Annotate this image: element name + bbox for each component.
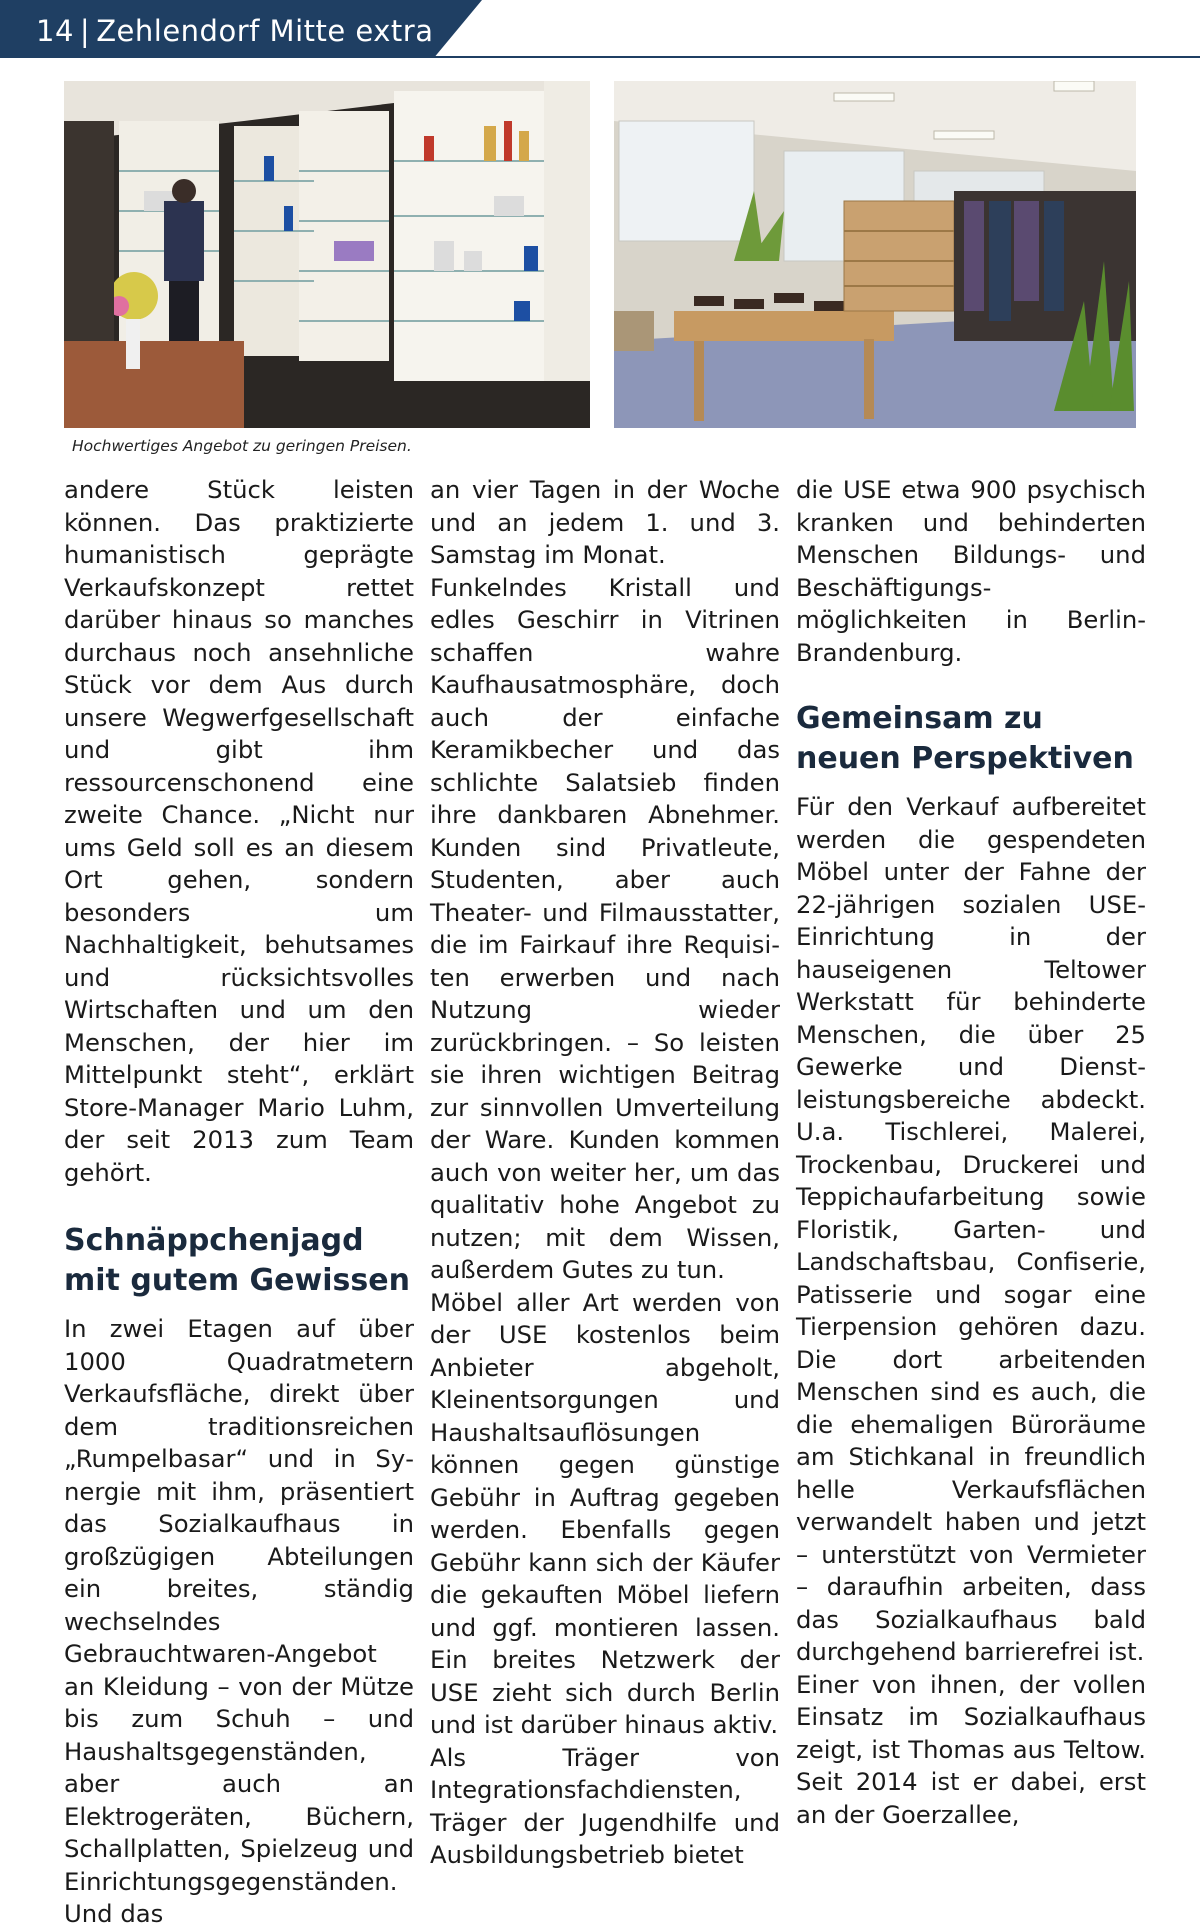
column2-paragraph-4: Als Träger von Integrationsfachdiensten, Träger der Jugendhilfe und Ausbildungsbetrieb bietet bbox=[430, 1742, 780, 1869]
cabinets-illustration bbox=[64, 81, 590, 428]
column3-paragraph-3: Einer von ihnen, der vollen Einsatz im Sozialkaufhaus zeigt, ist Thomas aus Teltow. Seit 2014 ist er dabei, erst an der Goerzallee, bbox=[796, 1669, 1146, 1829]
header-separator: | bbox=[79, 14, 91, 48]
page-number: 14 bbox=[36, 14, 74, 48]
article-column-2 bbox=[430, 474, 780, 1872]
column2-paragraph-2: Funkelndes Kristall und edles Geschirr in Vitrinen schaffen wahre Kaufhausatmosphäre, doch auch der einfache Keramikbecher und das schlichte Salatsieb finden ihre dankbaren Abnehmer. Kunden sind Privatleute, Studenten, aber auch Theater- und Filmausstatter, die im Fairkauf ihre Requisiten erwerben und nach Nutzung wieder zurückbringen. – So leisten sie ihren wichtigen Beitrag zur sinnvollen Umverteilung der Ware. Kunden kommen auch von weiter her, um das qualitativ hohe Angebot zu nutzen; mit dem Wissen, außerdem Gutes zu tun. bbox=[430, 572, 780, 1284]
column2-paragraph-1: an vier Tagen in der Woche und an jedem 1. und 3. Samstag im Monat. bbox=[430, 475, 780, 569]
store-illustration bbox=[614, 81, 1136, 428]
column3-paragraph-2: Für den Verkauf aufbereitet werden die gespendeten Möbel unter der Fahne der 22-jährigen sozialen USE-Einrichtung in der hauseigenen Teltower Werkstatt für behinderte Menschen, die über 25 Gewerke und Dienstleistungsbereiche abdeckt. U.a. Tischlerei, Malerei, Trockenbau, Druckerei und Teppichaufarbeitung sowie Floristik, Garten- und Landschaftsbau, Confiserie, Patisserie und sogar eine Tierpension gehören dazu. Die dort arbeitenden Menschen sind es auch, die die ehemaligen Büroräume am Stichkanal in freundlich helle Verkaufsflächen verwandelt haben und jetzt – unterstützt von Vermieter – daraufhin arbeiten, dass das Sozialkaufhaus bald durchgehend barrierefrei ist. bbox=[796, 792, 1146, 1666]
glass-display-cabinets-photo bbox=[64, 81, 590, 428]
column1-subheading: Schnäppchenjagd mit gutem Gewissen bbox=[64, 1223, 410, 1298]
column1-paragraph-1: andere Stück leisten können. Das praktizierte humanistisch geprägte Verkaufskonzept rettet darüber hinaus so manches durchaus noch ansehnliche Stück vor dem Aus durch unsere Wegwerfgesellschaft und gibt ihm ressourcenschonend eine zweite Chance. „Nicht nur ums Geld soll es an diesem Ort gehen, sondern besonders um Nachhaltigkeit, behutsames und rücksichtsvolles Wirtschaften und um den Menschen, der hier im Mittelpunkt steht“, erklärt Store-Manager Mario Luhm, der seit 2013 zum Team gehört. bbox=[64, 475, 414, 1187]
header-rule bbox=[0, 56, 1200, 58]
shoes-and-clothing-racks-photo bbox=[614, 81, 1136, 428]
header-title bbox=[36, 14, 434, 48]
section-title: Zehlendorf Mitte extra bbox=[96, 14, 434, 48]
article-column-1 bbox=[64, 474, 414, 1931]
photo-caption: Hochwertiges Angebot zu geringen Preisen. bbox=[72, 437, 412, 455]
column3-subheading: Gemeinsam zu neuen Perspektiven bbox=[796, 701, 1134, 776]
article-column-3 bbox=[796, 474, 1146, 1831]
column1-paragraph-2: In zwei Etagen auf über 1000 Quadratmetern Verkaufsfläche, direkt über dem traditionsreichen „Rumpelbasar“ und in Synergie mit ihm, präsentiert das Sozialkaufhaus in großzügigen Abteilungen ein breites, ständig wechselndes Gebrauchtwaren-Angebot an Kleidung – von der Mütze bis zum Schuh – und Haushaltsgegenständen, aber auch an Elektrogeräten, Büchern, Schallplatten, Spielzeug und Einrichtungsgegenständen. Und das bbox=[64, 1314, 414, 1928]
column2-paragraph-3: Möbel aller Art werden von der USE kostenlos beim Anbieter abgeholt, Kleinentsorgungen und Haushaltsauflösungen können gegen günstige Gebühr in Auftrag gegeben werden. Ebenfalls gegen Gebühr kann sich der Käufer die gekauften Möbel liefern und ggf. montieren lassen. Ein breites Netzwerk der USE zieht sich durch Berlin und ist darüber hinaus aktiv. bbox=[430, 1287, 780, 1739]
page-header bbox=[0, 0, 1200, 58]
column3-paragraph-1: die USE etwa 900 psychisch kranken und behinderten Menschen Bildungs- und Beschäftigungsmöglichkeiten in Berlin-Brandenburg. bbox=[796, 475, 1146, 667]
